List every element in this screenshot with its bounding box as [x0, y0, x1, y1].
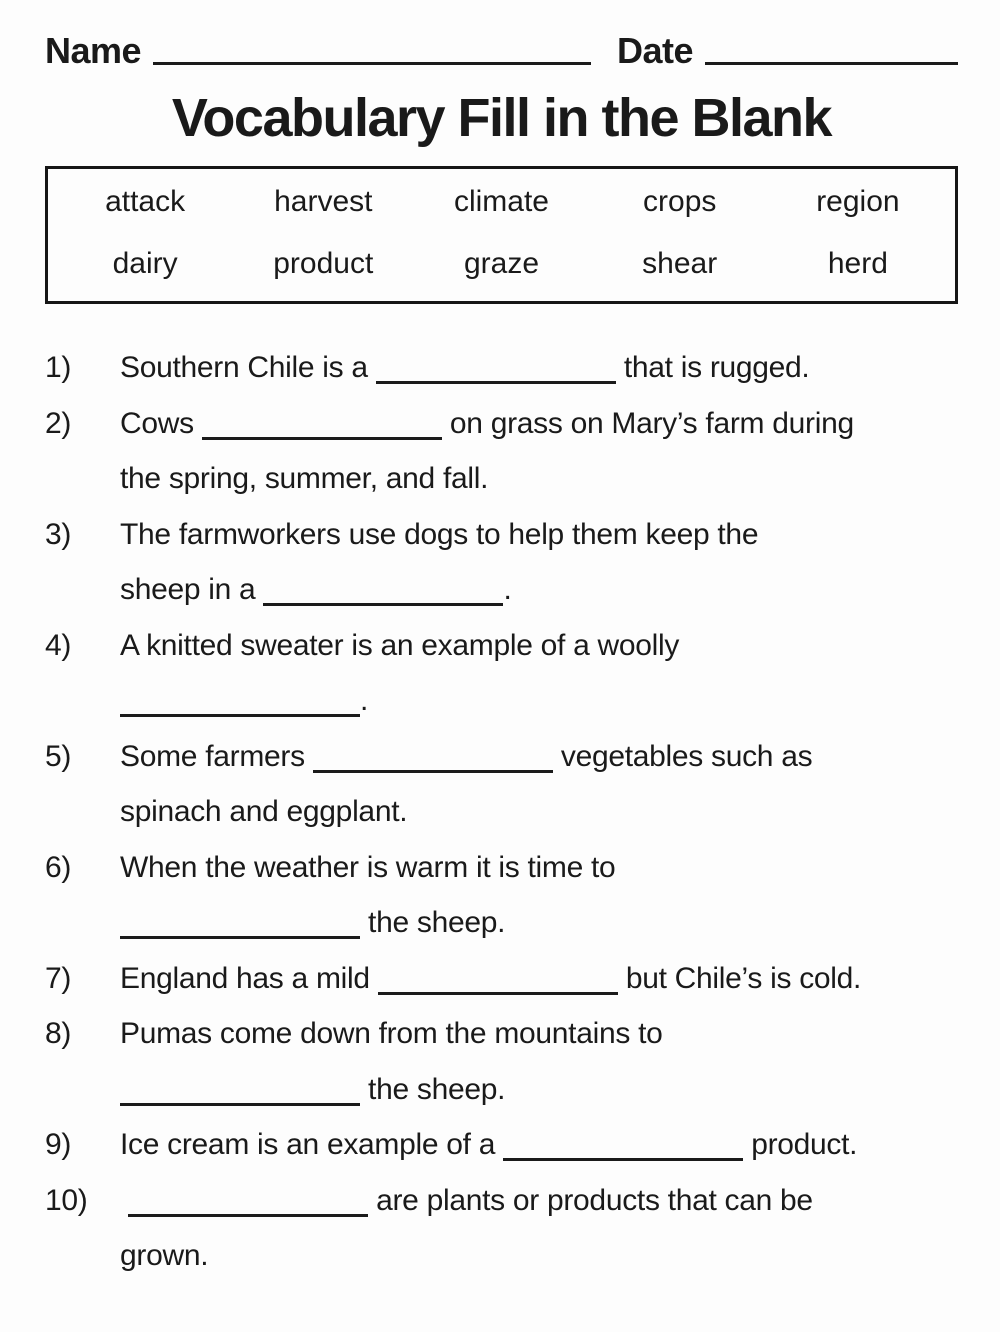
word-bank-word: graze — [463, 247, 540, 280]
sentence-text: The farmworkers use dogs to help them keep the — [120, 517, 759, 551]
question-item — [45, 1006, 958, 1117]
word-bank-word: dairy — [112, 247, 178, 280]
answer-blank[interactable] — [503, 1158, 743, 1161]
question-text — [120, 340, 958, 396]
sentence-text: are plants or products that can be — [368, 1183, 813, 1217]
sentence-text: vegetables such as — [552, 739, 813, 773]
sentence-text: . — [503, 573, 512, 606]
question-text — [120, 396, 958, 507]
question-item — [45, 507, 958, 618]
question-text — [120, 1117, 958, 1173]
word-bank-word: harvest — [274, 185, 373, 218]
answer-blank[interactable] — [313, 770, 553, 773]
page-title: Vocabulary Fill in the Blank — [171, 88, 832, 148]
question-number: 5) — [45, 739, 72, 773]
sentence-text: sheep in a — [120, 573, 264, 606]
question-number: 4) — [45, 628, 72, 662]
sentence-text: that is rugged. — [615, 351, 810, 384]
question-number: 2) — [45, 406, 72, 440]
question-number: 3) — [45, 517, 72, 551]
date-label: Date — [616, 30, 693, 71]
sentence-text: Cows — [120, 406, 202, 440]
sentence-text: Southern Chile is a — [120, 351, 376, 384]
sentence-text: Pumas come down from the mountains to — [120, 1017, 663, 1050]
sentence-text: Some farmers — [120, 739, 313, 773]
question-item — [45, 618, 958, 729]
sentence-text: product. — [743, 1128, 858, 1161]
question-item — [45, 729, 958, 840]
question-text — [120, 840, 958, 951]
question-text — [120, 951, 958, 1007]
word-bank-word: product — [273, 247, 374, 280]
sentence-text: but Chile’s is cold. — [617, 961, 862, 995]
question-text — [120, 618, 958, 729]
question-item — [45, 1117, 958, 1173]
question-text — [120, 507, 958, 618]
word-bank — [45, 166, 958, 304]
question-list — [45, 340, 958, 1284]
word-bank-word: crops — [643, 185, 717, 218]
sentence-text: the spring, summer, and fall. — [120, 462, 489, 495]
word-bank-word: climate — [453, 185, 549, 218]
answer-blank[interactable] — [128, 1214, 368, 1217]
question-number: 6) — [45, 850, 72, 884]
answer-blank[interactable] — [120, 714, 360, 717]
word-bank-word: herd — [827, 247, 888, 280]
question-number: 10) — [45, 1183, 88, 1217]
sentence-text: on grass on Mary’s farm during — [441, 406, 854, 440]
answer-blank[interactable] — [202, 437, 442, 440]
sentence-text: the sheep. — [360, 906, 506, 939]
sentence-text: Ice cream is an example of a — [120, 1128, 504, 1161]
question-text — [120, 1006, 958, 1117]
sentence-text: spinach and eggplant. — [120, 795, 408, 828]
answer-blank[interactable] — [120, 936, 360, 939]
question-text — [120, 1173, 958, 1284]
name-label: Name — [45, 30, 142, 71]
question-item — [45, 340, 958, 396]
date-input-line[interactable] — [705, 62, 958, 65]
question-item — [45, 1173, 958, 1284]
word-bank-word: region — [816, 185, 900, 218]
question-text — [120, 729, 958, 840]
question-number: 1) — [45, 351, 72, 384]
header-row — [45, 30, 958, 72]
sentence-text: . — [360, 684, 369, 717]
answer-blank[interactable] — [378, 992, 618, 995]
sentence-text: England has a mild — [120, 961, 378, 995]
question-item — [45, 951, 958, 1007]
question-item — [45, 840, 958, 951]
question-number: 8) — [45, 1017, 72, 1050]
answer-blank[interactable] — [120, 1103, 360, 1106]
name-input-line[interactable] — [153, 62, 591, 65]
question-number: 9) — [45, 1128, 72, 1161]
sentence-text: grown. — [120, 1239, 209, 1272]
answer-blank[interactable] — [263, 603, 503, 606]
sentence-text: A knitted sweater is an example of a woolly — [120, 628, 680, 662]
word-bank-word: attack — [105, 185, 186, 218]
answer-blank[interactable] — [376, 381, 616, 384]
word-bank-word: shear — [642, 247, 718, 280]
sentence-text: When the weather is warm it is time to — [120, 850, 616, 884]
question-item — [45, 396, 958, 507]
sentence-text: the sheep. — [360, 1072, 506, 1106]
question-number: 7) — [45, 961, 72, 995]
sentence-text — [120, 1184, 128, 1217]
